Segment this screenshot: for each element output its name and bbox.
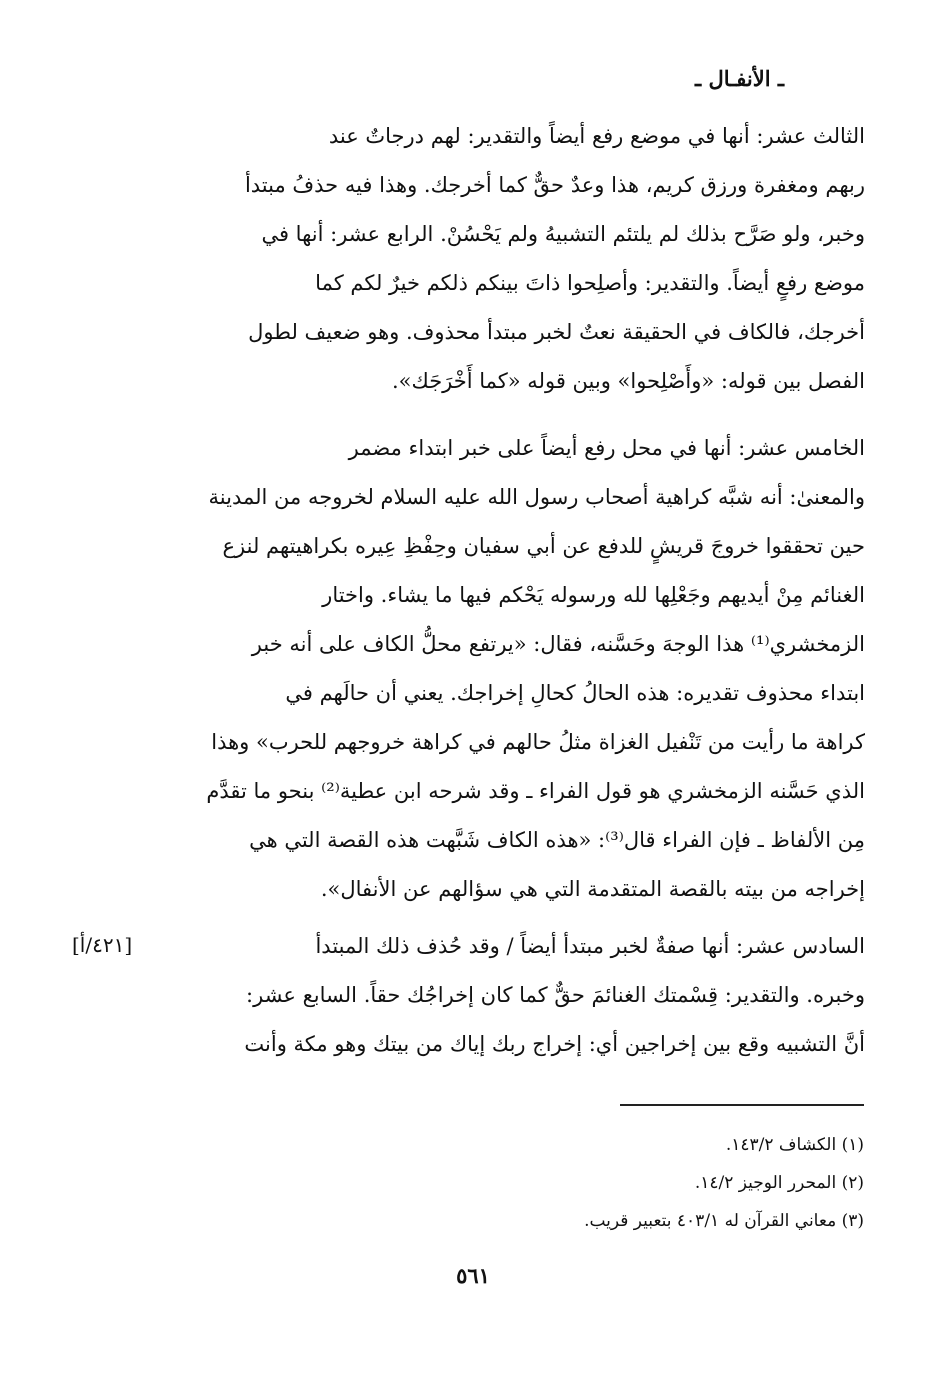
text-line: الثالث عشر: أنها في موضع رفع أيضاً والتقدير: لهم درجاتٌ عند: [328, 124, 865, 148]
text-line: والمعنىٰ: أنه شبَّه كراهية أصحاب رسول الله عليه السلام لخروجه من المدينة: [208, 485, 865, 509]
running-header: ـ الأنفـال ـ: [694, 66, 784, 91]
text-line: كراهة ما رأيت من تَنْفيل الغزاة مثلُ حالهم في كراهة خروجهم للحرب» وهذا: [211, 730, 865, 754]
text-line: الذي حَسَّنه الزمخشري هو قول الفراء ـ وقد شرحه ابن عطية⁽²⁾ بنحو ما تقدَّم: [206, 779, 865, 803]
footnote-separator: [620, 1104, 864, 1106]
text-line: أنَّ التشبيه وقع بين إخراجين أي: إخراج ربك إياك من بيتك وهو مكة وأنت: [244, 1032, 865, 1056]
text-line: ابتداء محذوف تقديره: هذه الحالُ كحالِ إخراجك. يعني أن حالَهم في: [285, 681, 865, 705]
footnote: (٣) معاني القرآن له ٤٠٣/١ بتعبير قريب.: [584, 1211, 864, 1231]
footnote: (٢) المحرر الوجيز ١٤/٢.: [694, 1173, 864, 1193]
paragraph-13-14: [160, 112, 865, 406]
paragraph-16-17: [160, 922, 865, 1069]
text-line: إخراجه من بيته بالقصة المتقدمة التي هي سؤالهم عن الأنفال».: [320, 877, 865, 901]
footnote: (١) الكشاف ١٤٣/٢.: [725, 1135, 864, 1155]
text-line: أخرجك، فالكاف في الحقيقة نعتٌ لخبر مبتدأ محذوف. وهو ضعيف لطول: [248, 320, 865, 344]
text-line: مِن الألفاظ ـ فإن الفراء قال⁽³⁾: «هذه الكاف شَبَّهت هذه القصة التي هي: [249, 828, 865, 852]
paragraph-15: [160, 424, 865, 914]
page-number: ٥٦١: [456, 1263, 490, 1288]
text-line: الغنائم مِنْ أيديهم وجَعْلِها لله ورسوله يَحْكم فيها ما يشاء. واختار: [322, 583, 865, 607]
text-line: حين تحققوا خروجَ قريشٍ للدفع عن أبي سفيان وحِفْظِ عِيره بكراهيتهم لنزع: [222, 534, 865, 558]
text-line: السادس عشر: أنها صفةٌ لخبر مبتدأ أيضاً / وقد حُذف ذلك المبتدأ: [315, 934, 865, 958]
text-line: وخبر، ولو صَرَّح بذلك لم يلتئم التشبيهُ ولم يَحْسُنْ. الرابع عشر: أنها في: [261, 222, 865, 246]
folio-marker: [٤٢١/أ]: [72, 933, 133, 957]
text-line: ربهم ومغفرة ورزق كريم، هذا وعدٌ حقٌّ كما أخرجك. وهذا فيه حذفُ مبتدأ: [244, 173, 865, 197]
text-line: الفصل بين قوله: «وأَصْلِحوا» وبين قوله «كما أَخْرَجَك».: [391, 369, 865, 393]
footnotes: [584, 1126, 864, 1240]
text-line: الزمخشري⁽¹⁾ هذا الوجهَ وحَسَّنه، فقال: «يرتفع محلُّ الكاف على أنه خبر: [251, 632, 865, 656]
text-line: الخامس عشر: أنها في محل رفع أيضاً على خبر ابتداء مضمر: [348, 436, 865, 460]
text-line: موضع رفعٍ أيضاً. والتقدير: وأصلِحوا ذاتَ بينكم ذلكم خيرٌ لكم كما: [315, 271, 865, 295]
text-line: وخبره. والتقدير: قِسْمتك الغنائمَ حقٌّ كما كان إخراجُك حقاً. السابع عشر:: [246, 983, 865, 1007]
